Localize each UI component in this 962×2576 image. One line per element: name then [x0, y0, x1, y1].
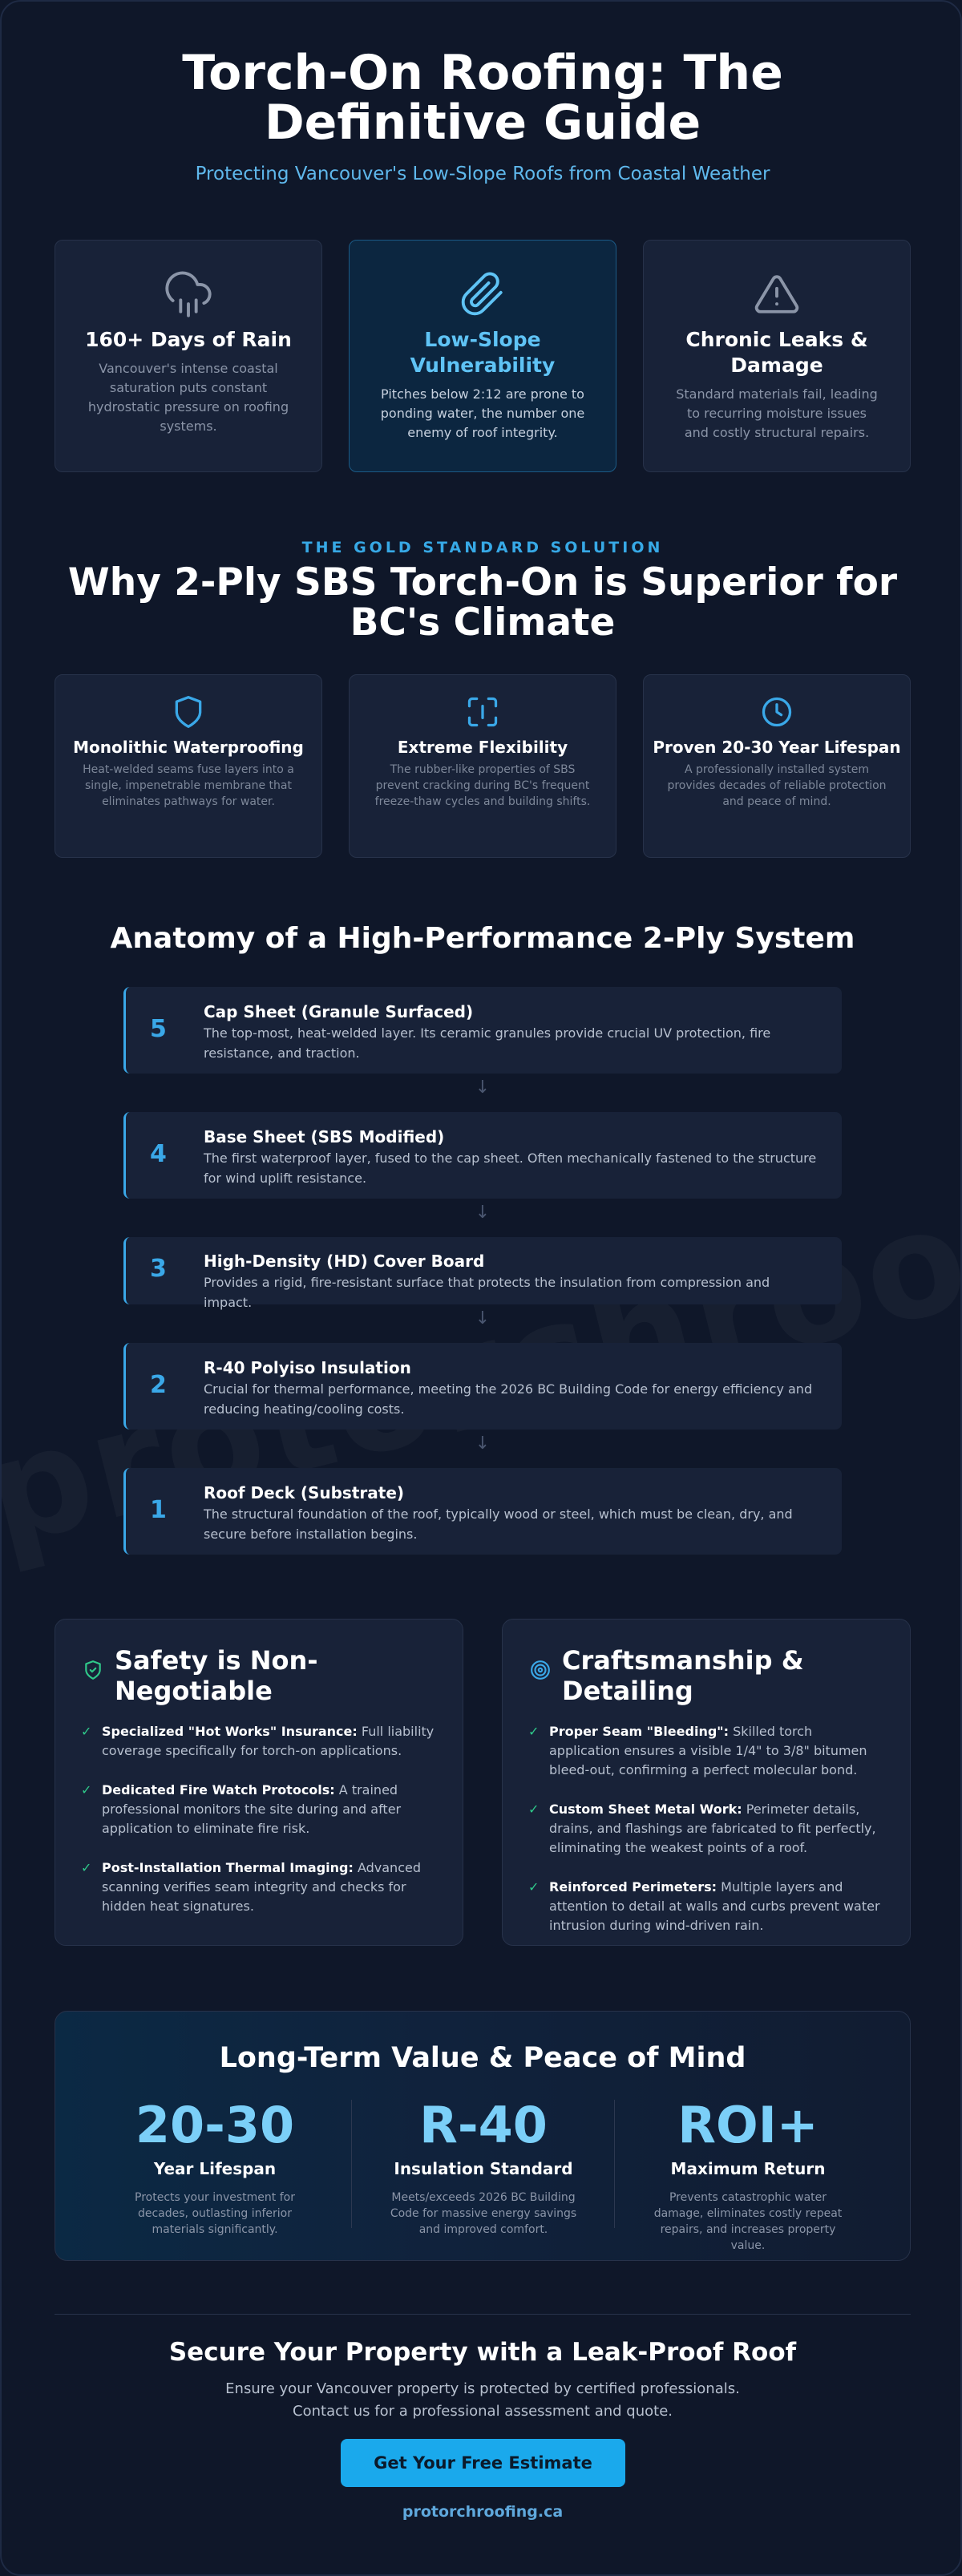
- item-bold: Specialized "Hot Works" Insurance:: [102, 1724, 358, 1739]
- layer-title: R-40 Polyiso Insulation: [204, 1358, 411, 1377]
- list-item: [527, 1878, 886, 1935]
- stat-value: 20-30: [135, 2096, 295, 2154]
- problem-text: Standard materials fail, leading to recurring moisture issues and costly structural repairs.: [676, 386, 878, 440]
- craftsmanship-title: Craftsmanship & Detailing: [562, 1645, 804, 1706]
- layer-title: Cap Sheet (Granule Surfaced): [204, 1002, 474, 1021]
- item-bold: Post-Installation Thermal Imaging:: [102, 1860, 354, 1875]
- list-item: [79, 1781, 439, 1838]
- list-item: [527, 1800, 886, 1858]
- item-bold: Custom Sheet Metal Work:: [549, 1802, 742, 1817]
- clock-icon: [759, 694, 794, 730]
- layer-text: Crucial for thermal performance, meeting the 2026 BC Building Code for energy efficiency and reducing heating/cooling costs.: [204, 1381, 813, 1417]
- item-bold: Proper Seam "Bleeding":: [549, 1724, 730, 1739]
- scan-frame-icon: [465, 694, 500, 730]
- craftsmanship-list: [527, 1722, 886, 1955]
- layer-number: 5: [150, 1015, 167, 1043]
- stat-text: Meets/exceeds 2026 BC Building Code for massive energy savings and improved comfort.: [390, 2191, 577, 2236]
- safety-title: Safety is Non-Negotiable: [115, 1645, 318, 1706]
- item-text: Skilled torch application ensures a visible 1/4" to 3/8" bitumen bleed-out, confirming a perfect molecular bond.: [549, 1724, 867, 1777]
- layer-item-roof-deck: [123, 1468, 842, 1555]
- layer-text: Provides a rigid, fire-resistant surface that protects the insulation from compression and impact.: [204, 1275, 770, 1310]
- item-text: A trained professional monitors the site during and after application to eliminate fire risk.: [102, 1782, 402, 1836]
- benefit-card-lifespan: [643, 674, 911, 858]
- stat-label: Maximum Return: [670, 2159, 826, 2178]
- layer-item-insulation: [123, 1343, 842, 1430]
- stat-value: ROI+: [677, 2096, 819, 2154]
- layer-number: 2: [150, 1371, 167, 1399]
- layer-number: 1: [150, 1496, 167, 1524]
- benefit-text: A professionally installed system provides decades of reliable protection and peace of mind.: [667, 763, 887, 808]
- stat-value: R-40: [419, 2096, 548, 2154]
- stat-insulation: [351, 2096, 616, 2238]
- cta-text: [2, 2378, 962, 2423]
- layer-item-cover-board: [123, 1237, 842, 1310]
- cta-title: Secure Your Property with a Leak-Proof Roof: [168, 2338, 797, 2367]
- benefit-text: The rubber-like properties of SBS prevent cracking during BC's frequent freeze-thaw cycles and building shifts.: [374, 763, 591, 808]
- layer-text: The first waterproof layer, fused to the cap sheet. Often mechanically fastened to the structure for wind uplift resistance.: [204, 1151, 817, 1186]
- layer-number: 4: [150, 1140, 167, 1168]
- section-kicker: THE GOLD STANDARD SOLUTION: [301, 539, 664, 556]
- arrow-down-icon: ↓: [475, 1308, 491, 1328]
- problem-text: Vancouver's intense coastal saturation puts constant hydrostatic pressure on roofing systems.: [87, 361, 289, 434]
- problem-text: Pitches below 2:12 are prone to ponding water, the number one enemy of roof integrity.: [380, 386, 585, 440]
- item-text: Advanced scanning verifies seam integrity and checks for hidden heat signatures.: [102, 1860, 421, 1914]
- stat-label: Insulation Standard: [394, 2159, 573, 2178]
- layer-text: The top-most, heat-welded layer. Its ceramic granules provide crucial UV protection, fire resistance, and traction.: [204, 1025, 771, 1061]
- item-text: Multiple layers and attention to detail at walls and curbs prevent water intrusion during wind-driven rain.: [549, 1879, 880, 1933]
- safety-list: [79, 1722, 439, 1936]
- benefit-title: Proven 20-30 Year Lifespan: [653, 738, 901, 757]
- layer-item-base-sheet: [123, 1112, 842, 1199]
- stat-roi: [616, 2096, 880, 2254]
- arrow-down-icon: ↓: [475, 1434, 491, 1454]
- shield-icon: [171, 694, 206, 730]
- arrow-down-icon: ↓: [475, 1203, 491, 1223]
- page-title: Torch-On Roofing: The Definitive Guide: [182, 45, 783, 151]
- problem-card-rain: [55, 240, 322, 472]
- website-link[interactable]: protorchroofing.ca: [402, 2503, 564, 2521]
- value-panel: [55, 2011, 911, 2261]
- list-item: [79, 1858, 439, 1916]
- cta-line: Contact us for a professional assessment and quote.: [293, 2403, 673, 2420]
- cta-line: Ensure your Vancouver property is protected by certified professionals.: [225, 2380, 740, 2397]
- check-icon: ✓: [81, 1782, 92, 1798]
- item-text: Full liability coverage specifically for torch-on applications.: [102, 1724, 435, 1758]
- stat-lifespan: [83, 2096, 347, 2238]
- item-text: Perimeter details, drains, and flashings are fabricated to fit perfectly, eliminating the weakest points of a roof.: [549, 1802, 876, 1855]
- solution-title: Why 2-Ply SBS Torch-On is Superior for BC's Climate: [67, 560, 898, 645]
- layer-title: High-Density (HD) Cover Board: [204, 1252, 485, 1271]
- list-item: [79, 1722, 439, 1761]
- check-icon: ✓: [528, 1879, 540, 1895]
- list-item: [527, 1722, 886, 1780]
- page-subtitle: Protecting Vancouver's Low-Slope Roofs from Coastal Weather: [195, 164, 770, 184]
- craftsmanship-panel: [502, 1619, 911, 1946]
- stat-label: Year Lifespan: [153, 2159, 277, 2178]
- benefit-title: Monolithic Waterproofing: [73, 738, 304, 757]
- anatomy-title: Anatomy of a High-Performance 2-Ply System: [110, 922, 855, 955]
- benefit-card-flexibility: [349, 674, 616, 858]
- layer-number: 3: [150, 1255, 167, 1283]
- free-estimate-button[interactable]: Get Your Free Estimate: [341, 2439, 625, 2487]
- benefit-title: Extreme Flexibility: [397, 738, 568, 757]
- problem-title: Chronic Leaks & Damage: [685, 328, 868, 377]
- check-icon: ✓: [528, 1724, 540, 1739]
- benefit-text: Heat-welded seams fuse layers into a single, impenetrable membrane that eliminates pathways for water.: [83, 763, 294, 808]
- safety-panel: [55, 1619, 463, 1946]
- divider: [614, 2100, 615, 2228]
- check-icon: ✓: [81, 1724, 92, 1739]
- item-bold: Dedicated Fire Watch Protocols:: [102, 1782, 335, 1798]
- check-icon: ✓: [81, 1860, 92, 1875]
- shield-check-icon: [83, 1660, 103, 1680]
- stat-text: Prevents catastrophic water damage, eliminates costly repeat repairs, and increases property value.: [653, 2191, 843, 2252]
- problem-card-low-slope: [349, 240, 616, 472]
- problem-title: 160+ Days of Rain: [85, 328, 292, 351]
- stat-text: Protects your investment for decades, outlasting inferior materials significantly.: [135, 2191, 295, 2236]
- layer-title: Roof Deck (Substrate): [204, 1483, 405, 1502]
- arrow-down-icon: ↓: [475, 1078, 491, 1098]
- warning-triangle-icon: [754, 271, 800, 317]
- divider: [55, 2314, 911, 2315]
- value-title: Long-Term Value & Peace of Mind: [219, 2042, 746, 2074]
- check-icon: ✓: [528, 1802, 540, 1817]
- problem-card-leaks: [643, 240, 911, 472]
- layer-text: The structural foundation of the roof, typically wood or steel, which must be clean, dry, and secure before installation begins.: [204, 1506, 793, 1542]
- paperclip-icon: [459, 271, 506, 317]
- item-bold: Reinforced Perimeters:: [549, 1879, 717, 1895]
- layer-item-cap-sheet: [123, 987, 842, 1074]
- benefit-card-monolithic: [55, 674, 322, 858]
- rain-cloud-icon: [165, 271, 212, 317]
- problem-title: Low-Slope Vulnerability: [410, 328, 556, 377]
- layer-title: Base Sheet (SBS Modified): [204, 1127, 445, 1146]
- target-icon: [530, 1660, 551, 1680]
